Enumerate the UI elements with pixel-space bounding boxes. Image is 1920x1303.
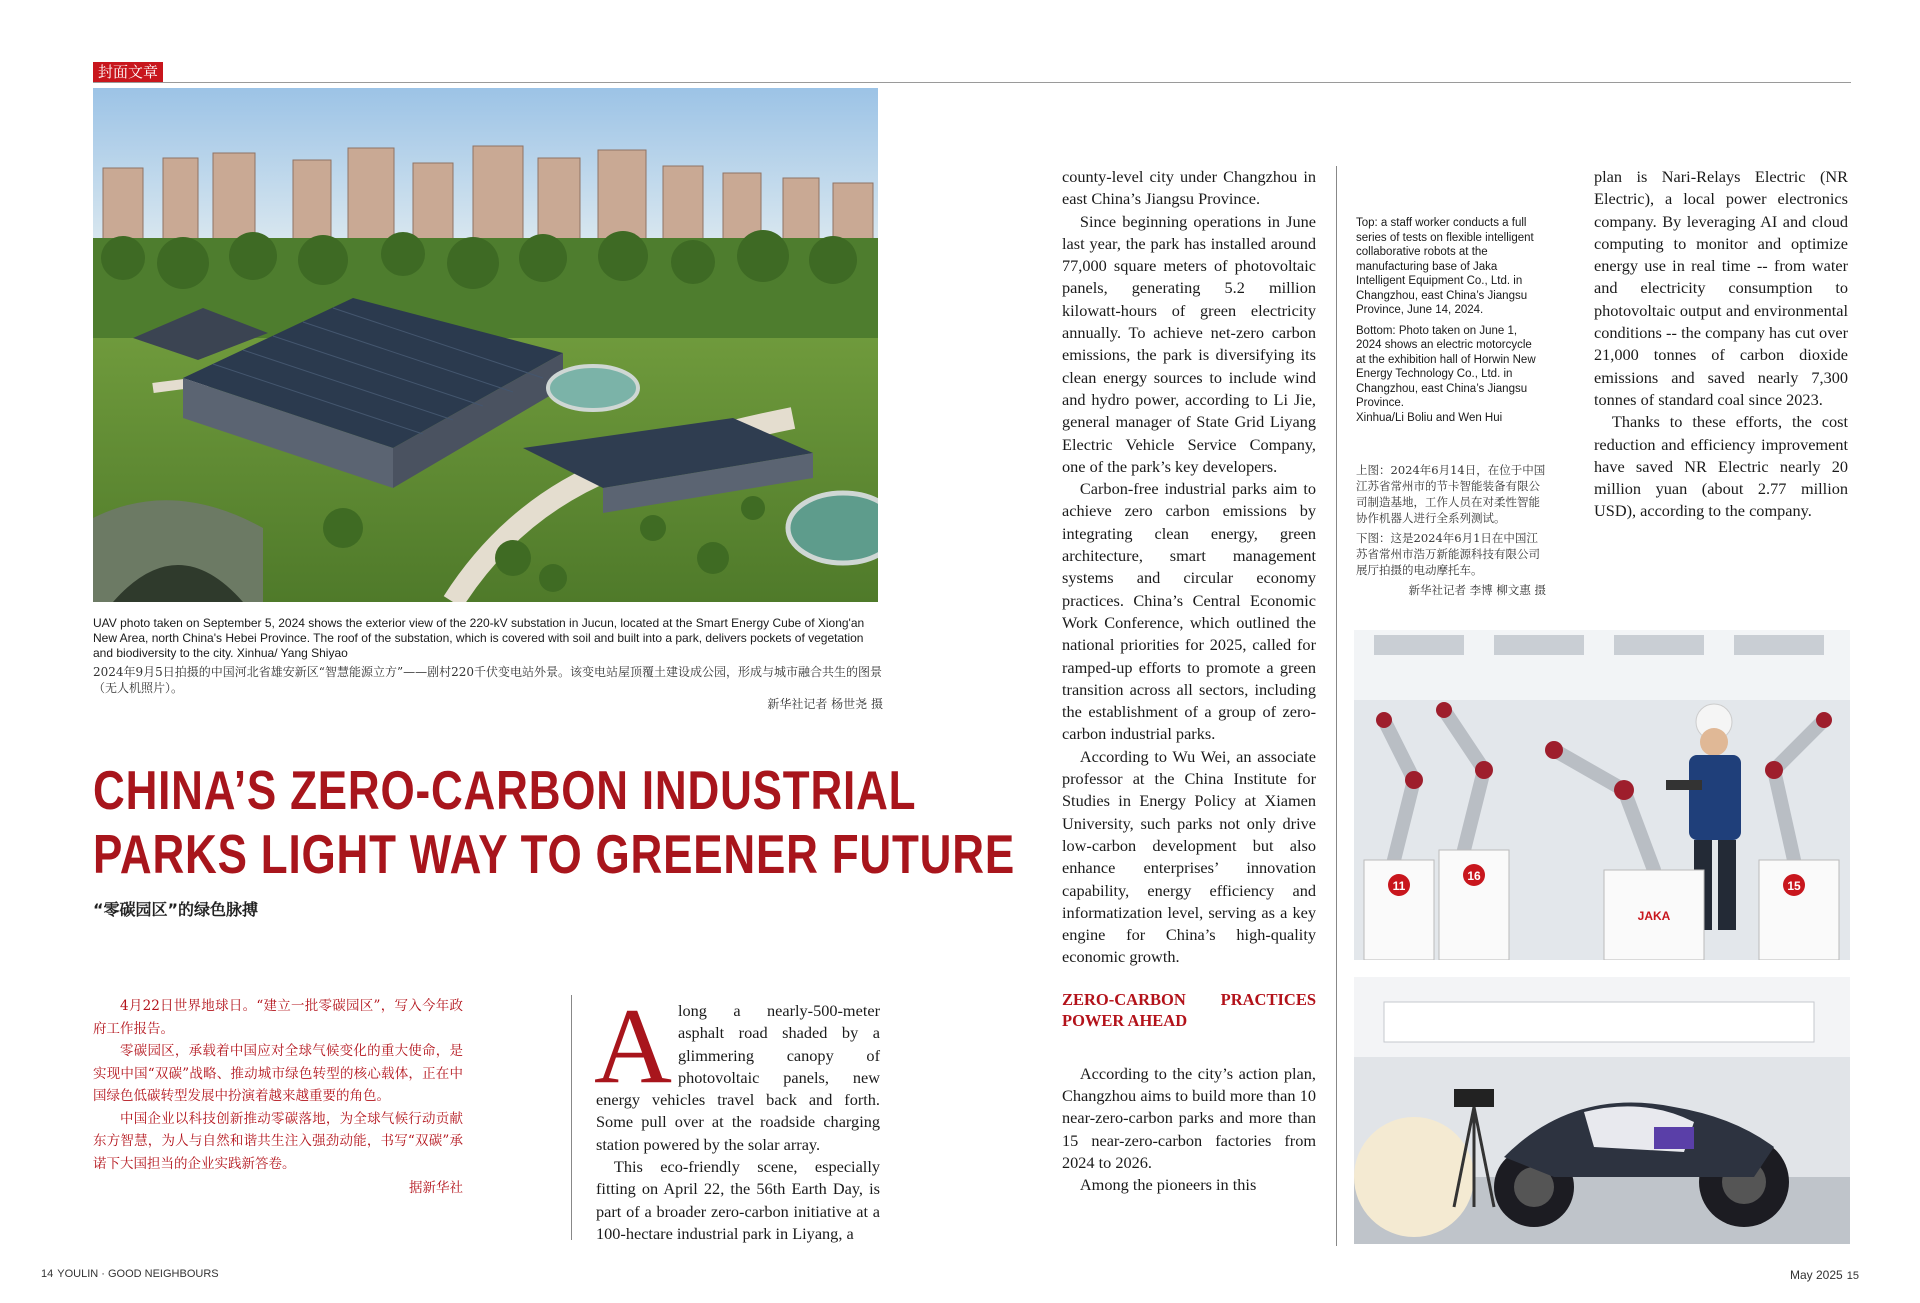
article-column-3 (1594, 166, 1848, 523)
caption-bottom-en (1356, 324, 1541, 426)
chinese-intro (93, 995, 463, 1200)
caption-credit-cn: 新华社记者 李博 柳文惠 摄 (1408, 583, 1546, 597)
column-divider (571, 995, 572, 1240)
headline-line-1: CHINA’S ZERO-CARBON INDUSTRIAL (93, 759, 917, 821)
article-paragraph: Thanks to these efforts, the cost reduction and efficiency improvement have saved NR Electric nearly 20 million yuan (about 2.77 million USD), according to the company. (1594, 412, 1848, 521)
article-headline (93, 758, 1015, 886)
side-photos-caption-en (1356, 216, 1541, 431)
article-paragraph: According to Wu Wei, an associate professor at the China Institute for Studies in Energy Policy at Xiamen University, such parks not only drive low-carbon development but also enhance enterprises’ innovation capability, energy efficiency and informatization level, serving as a key engine for China’s high-quality economic growth. (1062, 746, 1316, 967)
caption-bottom-en-text: Bottom: Photo taken on June 1, 2024 shows an electric motorcycle at the exhibition hall of Horwin New Energy Technology Co., Ltd. in Changzhou, east China’s Jiangsu Province. (1356, 324, 1536, 409)
subsection-heading: ZERO-CARBON PRACTICES POWER AHEAD (1062, 989, 1316, 1030)
article-paragraph: county-level city under Changzhou in east China’s Jiangsu Province. (1062, 167, 1316, 209)
robot-number-label: 16 (1467, 869, 1481, 883)
article-paragraph: Among the pioneers in this (1079, 1175, 1257, 1195)
substation-aerial-photo (93, 88, 878, 602)
issue-date: May 2025 (1790, 1268, 1843, 1282)
caption-credit-en: Xinhua/Li Boliu and Wen Hui (1356, 411, 1503, 424)
article-paragraph: plan is Nari-Relays Electric (NR Electric), a local power electronics company. By leveraging AI and cloud computing to monitor and optimize energy use in real time -- from water and electricity consumption to photovoltaic output and environmental conditions -- the company has cut over 21,000 tonnes of carbon dioxide emissions and saved nearly 7,300 tonnes of standard coal since 2023. (1594, 167, 1848, 409)
main-photo-caption-en: UAV photo taken on September 5, 2024 shows the exterior view of the 220-kV substation in Jucun, located at the Smart Energy Cube of Xiong'an New Area, north China's Hebei Province. The roof of the substation, which is covered with soil and built into a park, delivers pockets of vegetation and biodiversity to the city. Xinhua/ Yang Shiyao (93, 616, 865, 660)
main-photo-caption-cn-text: 2024年9月5日拍摄的中国河北省雄安新区“智慧能源立方”——剧村220千伏变电站外景。该变电站屋顶覆土建设成公园，形成与城市融合共生的图景（无人机照片）。 (93, 665, 882, 695)
robot-number-label: 11 (1392, 879, 1406, 893)
section-tag-cn: 封面文章 (93, 62, 163, 82)
robot-testing-photo (1354, 630, 1850, 960)
intro-paragraph: 零碳园区，承载着中国应对全球气候变化的重大使命，是实现中国“双碳”战略、推动城市绿色转型的核心载体，正在中国绿色低碳转型发展中扮演着越来越重要的角色。 (93, 1043, 463, 1104)
column-divider (1336, 166, 1337, 1246)
electric-motorcycle-photo (1354, 977, 1850, 1244)
intro-paragraph: 中国企业以科技创新推动零碳落地，为全球气候行动贡献东方智慧，为人与自然和谐共生注入强劲动能，书写“双碳”承诺下大国担当的企业实践新答卷。 (93, 1110, 463, 1172)
page-number-left: 14 (41, 1268, 54, 1280)
caption-bottom-cn: 下图：这是2024年6月1日在中国江苏省常州市浩万新能源科技有限公司展厅拍摄的电动摩托车。 (1356, 531, 1540, 577)
intro-paragraph: 4月22日世界地球日。“建立一批零碳园区”，写入今年政府工作报告。 (93, 998, 463, 1037)
side-photos-caption-cn (1356, 462, 1546, 602)
caption-top-en: Top: a staff worker conducts a full series of tests on flexible intelligent collaborative robots at the manufacturing base of Jaka Intelligent Equipment Co., Ltd. in Changzhou, east China’s Jiangsu Province, June 14, 2024. (1356, 217, 1534, 316)
main-photo-caption-cn (93, 664, 883, 712)
magazine-name: YOULIN · GOOD NEIGHBOURS (57, 1268, 219, 1280)
page-number-right: 15 (1846, 1270, 1859, 1282)
robot-number-label: 15 (1787, 879, 1801, 893)
robot-brand-label: JAKA (1637, 909, 1671, 923)
article-paragraph (594, 987, 880, 1156)
footer-right (1790, 1268, 1863, 1282)
headline-line-2: PARKS LIGHT WAY TO GREENER FUTURE (93, 823, 1015, 885)
article-column-2 (1062, 166, 1316, 1196)
caption-top-cn: 上图：2024年6月14日，在位于中国江苏省常州市的节卡智能装备有限公司制造基地，工作人员在对柔性智能协作机器人进行全系列测试。 (1356, 463, 1546, 525)
article-paragraph: According to the city’s action plan, Changzhou aims to build more than 10 near-zero-carbon parks and more than 15 near-zero-carbon factories from 2024 to 2026. (1062, 1063, 1316, 1172)
article-paragraph-text: long a nearly-500-meter asphalt road shaded by a glimmering canopy of photovoltaic panels, new energy vehicles travel back and forth. Some pull over at the roadside charging station powered by the solar array. (596, 1001, 880, 1154)
subhead-cn: “零碳园区”的绿色脉搏 (93, 900, 259, 919)
article-paragraph: Carbon-free industrial parks aim to achieve zero carbon emissions by integrating clean energy, green architecture, smart management systems and circular economy practices. China’s Central Economic Work Conference, which outlined the national priorities for 2025, called for ramped-up efforts to promote a green transition across all sectors, including the establishment of a group of zero-carbon industrial parks. (1062, 479, 1316, 744)
article-column-1 (594, 987, 880, 1245)
header-rule (93, 82, 1851, 83)
article-paragraph: Since beginning operations in June last year, the park has installed around 77,000 square meters of photovoltaic panels, generating 5.2 million kilowatt-hours of green electricity annually. To achieve net-zero carbon emissions, the park is diversifying its clean energy sources to include wind and hydro power, according to Li Jie, general manager of State Grid Liyang Electric Vehicle Service Company, one of the park’s key developers. (1062, 211, 1316, 476)
intro-source: 据新华社 (409, 1180, 463, 1196)
main-photo-credit-cn: 新华社记者 杨世尧 摄 (767, 697, 883, 711)
article-paragraph: This eco-friendly scene, especially fitting on April 22, the 56th Earth Day, is part of a broader zero-carbon initiative at a 100-hectare industrial park in Liyang, a (596, 1157, 880, 1243)
footer-left (37, 1268, 219, 1280)
drop-cap: A (594, 987, 672, 1106)
